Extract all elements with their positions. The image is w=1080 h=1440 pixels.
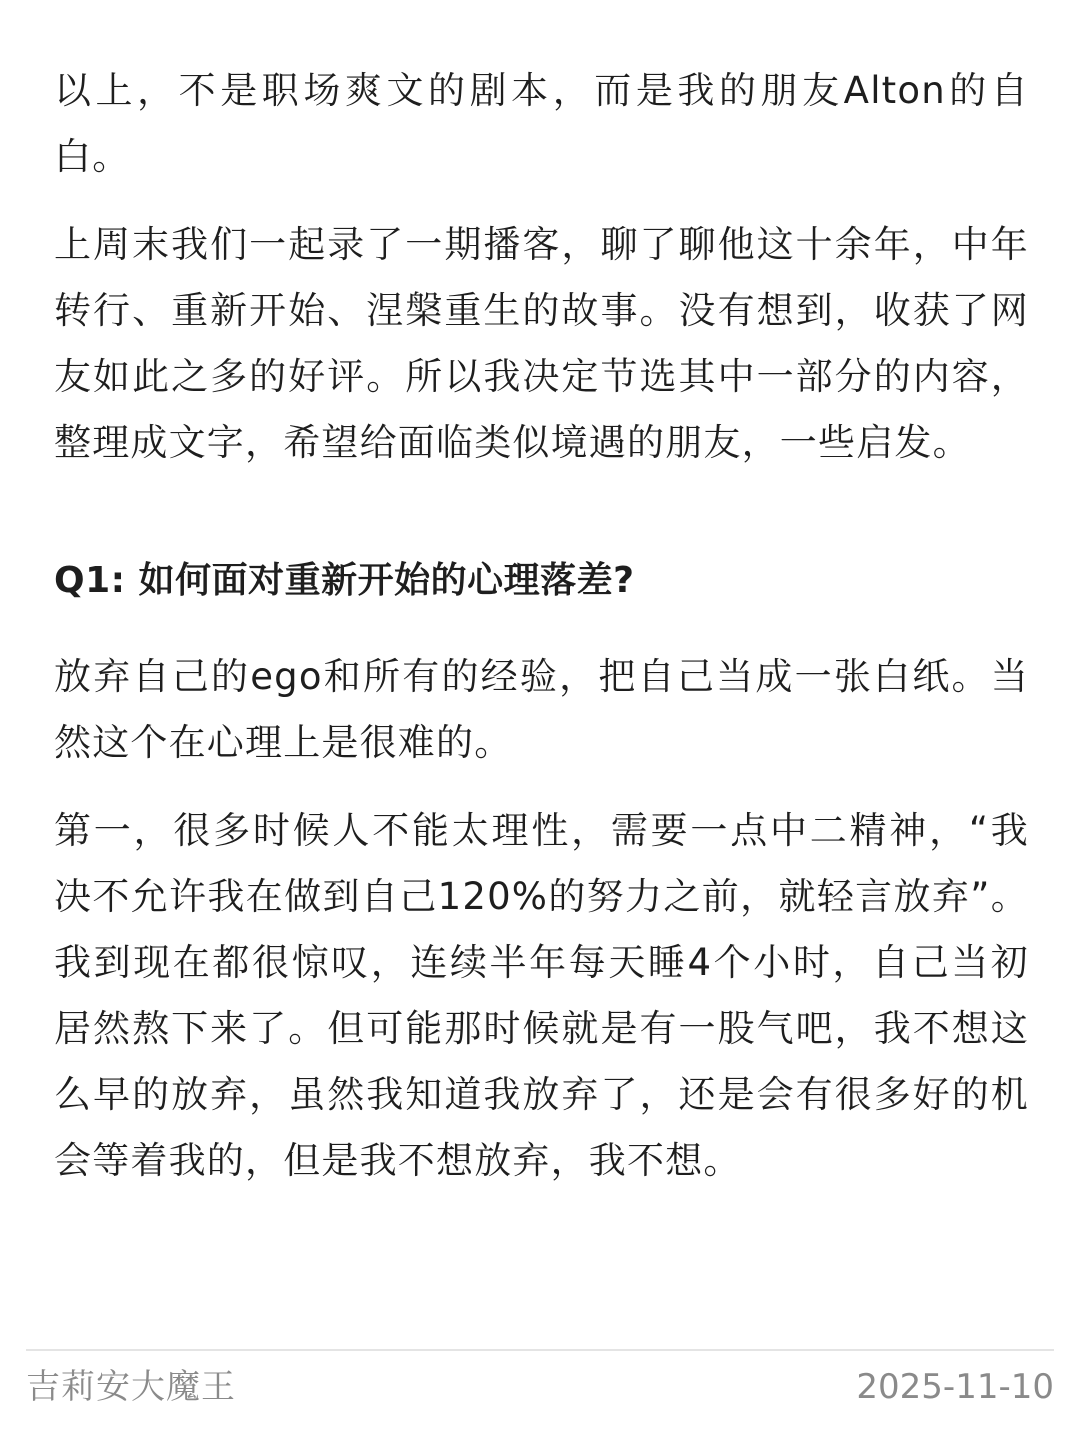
article-paragraph: 第一，很多时候人不能太理性，需要一点中二精神，“我决不允许我在做到自己120%的努力之前，就轻言放弃”。我到现在都很惊叹，连续半年每天睡4个小时，自己当初居然熬下来了。但可能那时候就是有一股气吧，我不想这么早的放弃，虽然我知道我放弃了，还是会有很多好的机会等着我的，但是我不想放弃，我不想。	[54, 809, 1029, 1182]
page-footer	[26, 1349, 1054, 1421]
author-name: 吉莉安大魔王	[26, 1367, 236, 1407]
article-paragraph: 以上，不是职场爽文的剧本，而是我的朋友Alton的自白。	[54, 69, 1029, 178]
publish-date: 2025-11-10	[856, 1367, 1054, 1407]
section-heading: Q1: 如何面对重新开始的心理落差?	[54, 560, 635, 601]
article-body	[54, 58, 1029, 1194]
article-paragraph: 放弃自己的ego和所有的经验，把自己当成一张白纸。当然这个在心理上是很难的。	[54, 655, 1029, 764]
article-paragraph: 上周末我们一起录了一期播客，聊了聊他这十余年，中年转行、重新开始、涅槃重生的故事。没有想到，收获了网友如此之多的好评。所以我决定节选其中一部分的内容，整理成文字，希望给面临类似境遇的朋友，一些启发。	[54, 223, 1029, 464]
